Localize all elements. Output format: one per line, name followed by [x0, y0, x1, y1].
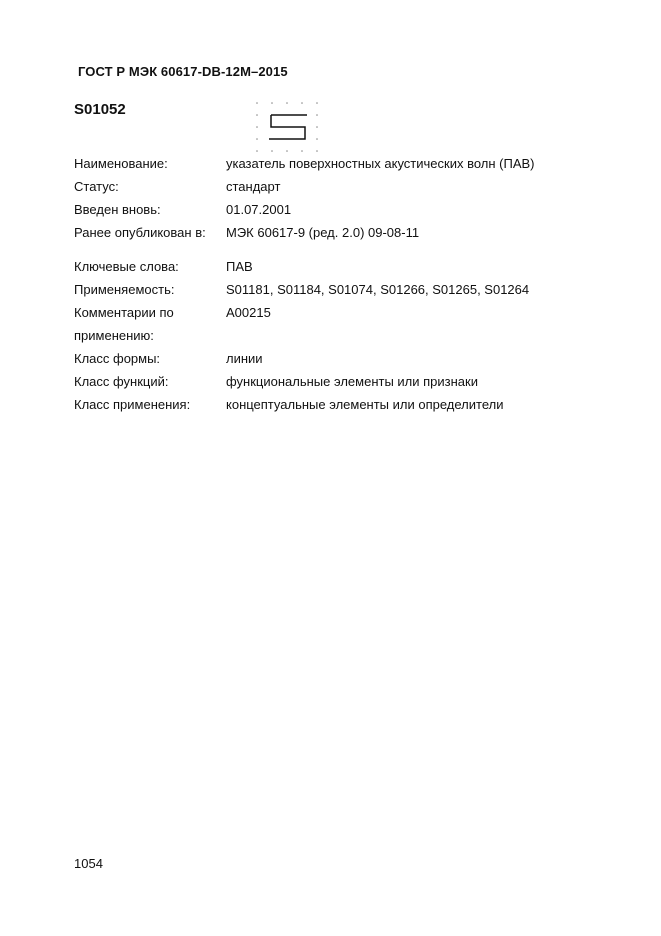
property-row-comments — [74, 301, 634, 347]
property-value: МЭК 60617-9 (ред. 2.0) 09-08-11 — [226, 225, 420, 240]
property-value: функциональные элементы или признаки — [226, 374, 478, 389]
property-row-function-class — [74, 370, 634, 393]
property-label: Класс функций: — [74, 374, 169, 389]
property-row-name — [74, 152, 634, 175]
property-value: концептуальные элементы или определители — [226, 397, 504, 412]
symbol-id: S01052 — [74, 101, 126, 118]
property-label: Введен вновь: — [74, 202, 161, 217]
property-label: Ключевые слова: — [74, 259, 179, 274]
property-value: указатель поверхностных акустических волн (ПАВ) — [226, 156, 535, 171]
saw-waveform-line — [269, 115, 307, 139]
property-row-introduced — [74, 198, 634, 221]
property-label: Применяемость: — [74, 282, 175, 297]
property-label: Класс применения: — [74, 397, 191, 412]
property-label: Комментарии по применению: — [74, 305, 174, 343]
property-label: Статус: — [74, 179, 119, 194]
property-value: ПАВ — [226, 259, 253, 274]
property-row-applicability — [74, 278, 634, 301]
property-value: A00215 — [226, 305, 271, 320]
property-value: 01.07.2001 — [226, 202, 292, 217]
property-value: линии — [226, 351, 263, 366]
property-row-previously-published — [74, 221, 634, 244]
saw-indicator-symbol-icon — [255, 101, 321, 153]
property-row-status — [74, 175, 634, 198]
property-label: Ранее опубликован в: — [74, 225, 206, 240]
property-row-application-class — [74, 393, 634, 416]
property-value: S01181, S01184, S01074, S01266, S01265, S01264 — [226, 282, 530, 297]
property-row-shape-class — [74, 347, 634, 370]
document-header: ГОСТ Р МЭК 60617-DB-12M–2015 — [78, 64, 288, 79]
property-value: стандарт — [226, 179, 281, 194]
symbol-properties-list — [74, 152, 634, 416]
page-number: 1054 — [74, 856, 103, 871]
property-label: Класс формы: — [74, 351, 161, 366]
property-label: Наименование: — [74, 156, 168, 171]
property-row-keywords — [74, 255, 634, 278]
